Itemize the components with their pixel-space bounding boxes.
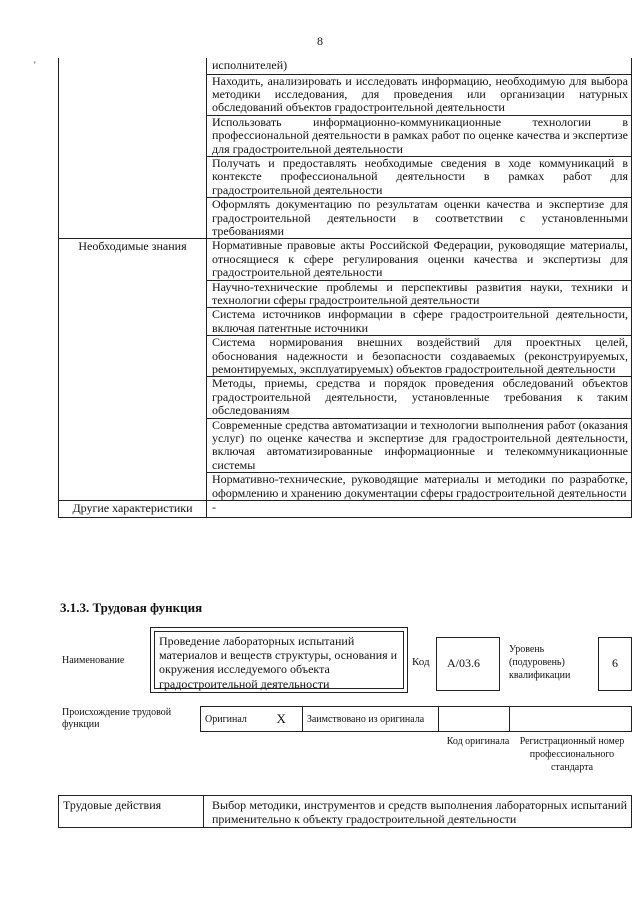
actions-text: Выбор методики, инструментов и средств выполнения лабораторных испытаний применительно к объекту градостроительной деятельности xyxy=(204,796,632,828)
requirement-item: исполнителей) xyxy=(207,58,632,74)
requirement-item: Система источников информации в сфере градостроительной деятельности, включая патентные источники xyxy=(207,308,632,336)
level-label: Уровень (подуровень) квалификации xyxy=(509,644,571,681)
name-label: Наименование xyxy=(62,655,125,666)
requirement-item: Использовать информационно-коммуникационные технологии в профессиональной деятельности в рамках работ по оценке качества и экспертизе для градостроительной деятельности xyxy=(207,115,632,156)
origin-label: Происхождение трудовой функции xyxy=(62,707,172,730)
original-mark: X xyxy=(260,707,302,732)
code-label: Код xyxy=(412,656,430,668)
requirement-item: Система нормирования внешних воздействий для проектных целей, обоснования надежности и безопасности создаваемых (реконструируемых, ремонтируемых, эксплуатируемых) объектов градостроительной деятельности xyxy=(207,336,632,377)
code-value-box xyxy=(436,637,500,691)
table-row xyxy=(59,239,632,280)
requirement-item: Методы, приемы, средства и порядок проведения обследований объектов градостроительной деятельности, установленные требования к таким обследованиям xyxy=(207,377,632,418)
requirement-item: Научно-технические проблемы и перспективы развития науки, техники и технологии сферы градостроительной деятельности xyxy=(207,280,632,308)
page-number: 8 xyxy=(317,34,323,48)
function-name-value: Проведение лабораторных испытаний материалов и веществ структуры, основания и окружения исследуемого объекта градостроительной деятельности xyxy=(154,631,404,689)
table-row xyxy=(59,58,632,74)
requirement-item: Современные средства автоматизации и технологии выполнения работ (оказания услуг) по оценке качества и экспертизе для градостроительной деятельности, включая автоматизированные информационные и телекоммуникационные системы xyxy=(207,418,632,473)
function-name-box xyxy=(150,627,408,693)
requirement-group-label: Необходимые знания xyxy=(59,239,207,501)
requirement-item: Оформлять документацию по результатам оценки качества и экспертизе для градостроительной деятельности в соответствии с установленными требованиями xyxy=(207,198,632,239)
code-original-cell xyxy=(438,707,510,732)
requirement-item: Получать и предоставлять необходимые сведения в ходе коммуникаций в контексте профессиональной деятельности в рамках работ для градостроительной деятельности xyxy=(207,156,632,197)
original-cell xyxy=(201,707,261,732)
margin-mark: ' xyxy=(34,60,36,70)
requirements-table xyxy=(58,58,632,518)
section-title: 3.1.3. Трудовая функция xyxy=(60,600,203,615)
level-value: 6 xyxy=(612,656,618,670)
requirement-item: Нормативные правовые акты Российской Федерации, руководящие материалы, относящиеся к сфере регулирования оценки качества и экспертизы для градостроительной деятельности xyxy=(207,239,632,280)
borrowed-label: Заимствовано из оригинала xyxy=(302,707,438,732)
requirement-item: - xyxy=(207,501,632,517)
code-value: А/03.6 xyxy=(447,656,480,670)
origin-table xyxy=(200,706,632,732)
level-value-box xyxy=(598,637,632,691)
requirement-group-label: Другие характеристики xyxy=(59,501,207,517)
requirement-group-label xyxy=(59,58,207,239)
actions-table xyxy=(58,795,632,828)
reg-number-caption: Регистрационный номер профессионального стандарта xyxy=(519,736,625,773)
reg-number-cell xyxy=(510,707,632,732)
requirement-item: Нормативно-технические, руководящие материалы и методики по разработке, оформлению и хранению документации сферы градостроительной деятельности xyxy=(207,473,632,501)
requirement-item: Находить, анализировать и исследовать информацию, необходимую для выбора методики исследования, для проведения или организации натурных обследований объектов градостроительной деятельности xyxy=(207,74,632,115)
table-row xyxy=(59,501,632,517)
actions-label: Трудовые действия xyxy=(59,796,204,828)
code-original-caption: Код оригинала xyxy=(446,736,510,747)
original-label: Оригинал xyxy=(205,713,247,725)
